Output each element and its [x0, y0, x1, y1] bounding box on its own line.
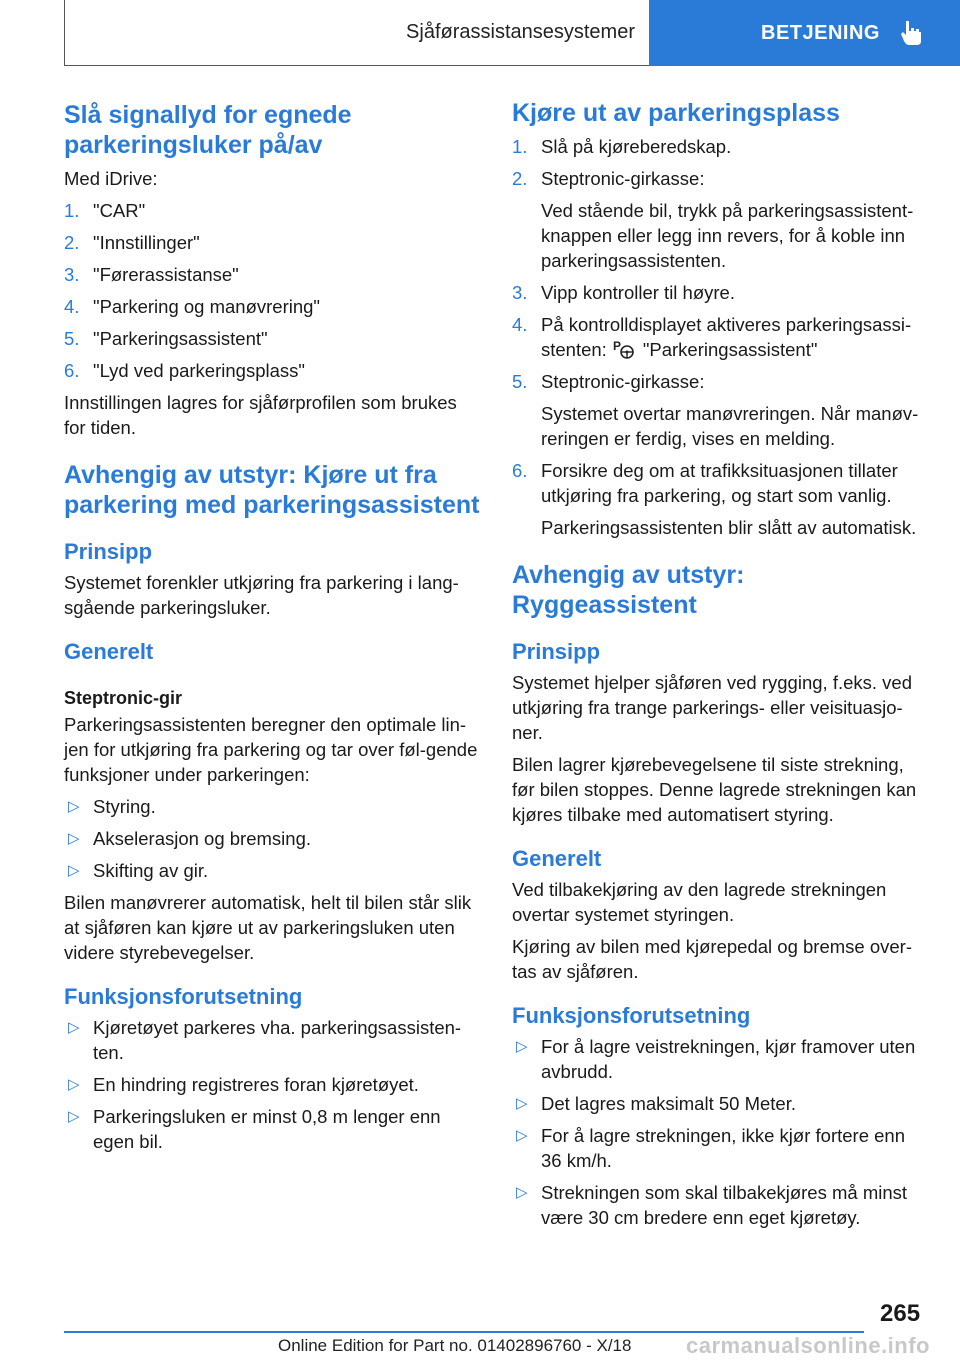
heading-steptronic: Steptronic-gir — [64, 688, 183, 708]
hand-pointer-icon — [898, 19, 924, 47]
bullet-triangle-icon: ▷ — [68, 862, 80, 879]
right-column — [512, 98, 930, 1237]
list-item: 5. Steptronic-girkasse: Systemet overtar manøvreringen. Når manøv-reringen er ferdig, vises en melding. — [512, 371, 919, 449]
step-number: 2. — [64, 232, 80, 253]
parking-assistant-icon — [613, 339, 635, 359]
edition-footer: Online Edition for Part no. 01402896760 - X/18 — [278, 1336, 632, 1355]
heading-prinsipp: Prinsipp — [64, 539, 153, 564]
step-number: 4. — [512, 314, 528, 335]
list-item: ▷ Strekningen som skal tilbakekjøres må minst være 30 cm bredere enn eget kjøretøy. — [516, 1182, 908, 1228]
step-number: 3. — [512, 282, 528, 303]
list-item: 2. "Innstillinger" — [64, 232, 200, 253]
watermark: carmanualsonline.info — [686, 1333, 930, 1358]
step-number: 3. — [64, 264, 80, 285]
section-title: Sjåførassistansesystemer — [64, 0, 649, 66]
step-number: 5. — [64, 328, 80, 349]
left-column — [64, 100, 482, 1161]
list-item: ▷ Skifting av gir. — [68, 860, 209, 881]
bullet-triangle-icon: ▷ — [516, 1184, 528, 1201]
step-number: 4. — [64, 296, 80, 317]
list-item: ▷ Styring. — [68, 796, 156, 817]
bullet-triangle-icon: ▷ — [68, 1108, 80, 1125]
step-number: 5. — [512, 371, 528, 392]
chapter-tab — [649, 0, 960, 66]
list-item: ▷ Akselerasjon og bremsing. — [68, 828, 311, 849]
heading-park-out: Avhengig av utstyr: Kjøre ut fra parkering med parkeringsassistent — [64, 461, 480, 519]
heading-prinsipp: Prinsipp — [512, 639, 601, 664]
page-header — [64, 0, 960, 66]
step-number: 6. — [512, 460, 528, 481]
list-item: 4. På kontrolldisplayet aktiveres parkeringsassi-stenten: P "Parkeringsassistent" — [512, 314, 912, 360]
prinsipp-text: Systemet hjelper sjåføren ved rygging, f.eks. ved utkjøring fra trange parkerings- eller veisituasjo-ner. — [512, 672, 912, 743]
list-item: ▷ For å lagre veistrekningen, kjør framover uten avbrudd. — [516, 1036, 916, 1082]
step-number: 1. — [64, 200, 80, 221]
bullet-triangle-icon: ▷ — [68, 830, 80, 847]
precondition-list — [64, 1015, 482, 1154]
heading-funksjonsforutsetning: Funksjonsforutsetning — [64, 984, 303, 1009]
list-item: 5. "Parkeringsassistent" — [64, 328, 268, 349]
list-item: ▷ Det lagres maksimalt 50 Meter. — [516, 1093, 796, 1114]
heading-generelt: Generelt — [64, 639, 154, 664]
step-number: 1. — [512, 136, 528, 157]
heading-funksjonsforutsetning: Funksjonsforutsetning — [512, 1003, 751, 1028]
list-item: 2. Steptronic-girkasse: Ved stående bil, trykk på parkeringsassistent-knappen eller legg inn revers, for å koble inn parkeringsassistenten. — [512, 168, 914, 271]
list-item: 3. "Førerassistanse" — [64, 264, 239, 285]
list-item: ▷ Kjøretøyet parkeres vha. parkeringsassisten-ten. — [68, 1017, 462, 1063]
list-item: 6. Forsikre deg om at trafikksituasjonen tillater utkjøring fra parkering, og start som vanlig. Parkeringsassistenten blir slått av automatisk. — [512, 460, 917, 538]
generelt-text-2: Kjøring av bilen med kjørepedal og bremse over-tas av sjåføren. — [512, 936, 912, 982]
heading-reversing-assistant: Avhengig av utstyr: Ryggeassistent — [512, 561, 745, 619]
list-item: 1. "CAR" — [64, 200, 146, 221]
step-number: 2. — [512, 168, 528, 189]
list-item: 1. Slå på kjøreberedskap. — [512, 136, 732, 157]
heading-signal-sound: Slå signallyd for egnede parkeringsluker på/av — [64, 101, 352, 159]
idrive-steps — [64, 198, 482, 383]
list-item: ▷ Parkeringsluken er minst 0,8 m lenger enn egen bil. — [68, 1106, 441, 1152]
list-item: ▷ En hindring registreres foran kjøretøyet. — [68, 1074, 419, 1095]
drive-out-steps — [512, 134, 930, 540]
function-list — [64, 794, 482, 883]
heading-drive-out: Kjøre ut av parkeringsplass — [512, 99, 840, 127]
generelt-text: Ved tilbakekjøring av den lagrede strekningen overtar systemet styringen. — [512, 879, 887, 925]
bullet-triangle-icon: ▷ — [68, 1076, 80, 1093]
svg-text:P: P — [612, 339, 621, 353]
bullet-triangle-icon: ▷ — [68, 798, 80, 815]
bullet-triangle-icon: ▷ — [516, 1038, 528, 1055]
prinsipp-text: Systemet forenkler utkjøring fra parkering i lang-sgående parkeringsluker. — [64, 572, 459, 618]
precondition-list — [512, 1034, 930, 1230]
settings-note: Innstillingen lagres for sjåførprofilen som brukes for tiden. — [64, 392, 457, 438]
bullet-triangle-icon: ▷ — [516, 1127, 528, 1144]
steptronic-text: Parkeringsassistenten beregner den optimale lin-jen for utkjøring fra parkering og tar over føl-gende funksjoner under parkeringen: — [64, 714, 478, 785]
bullet-triangle-icon: ▷ — [68, 1019, 80, 1036]
page-number: 265 — [880, 1300, 921, 1327]
heading-generelt: Generelt — [512, 846, 602, 871]
idrive-intro: Med iDrive: — [64, 168, 158, 189]
bullet-triangle-icon: ▷ — [516, 1095, 528, 1112]
prinsipp-text-2: Bilen lagrer kjørebevegelsene til siste strekning, før bilen stoppes. Denne lagrede strekningen kan kjøres tilbake med automatisert styring. — [512, 754, 917, 825]
list-item: 6. "Lyd ved parkeringsplass" — [64, 360, 305, 381]
list-item: 4. "Parkering og manøvrering" — [64, 296, 321, 317]
list-item: 3. Vipp kontroller til høyre. — [512, 282, 735, 303]
auto-maneuver-text: Bilen manøvrerer automatisk, helt til bilen står slik at sjåføren kan kjøre ut av parkeringsluken uten videre styrebevegelser. — [64, 892, 472, 963]
list-item: ▷ For å lagre strekningen, ikke kjør fortere enn 36 km/h. — [516, 1125, 905, 1171]
chapter-title: BETJENING — [761, 21, 880, 44]
step-number: 6. — [64, 360, 80, 381]
